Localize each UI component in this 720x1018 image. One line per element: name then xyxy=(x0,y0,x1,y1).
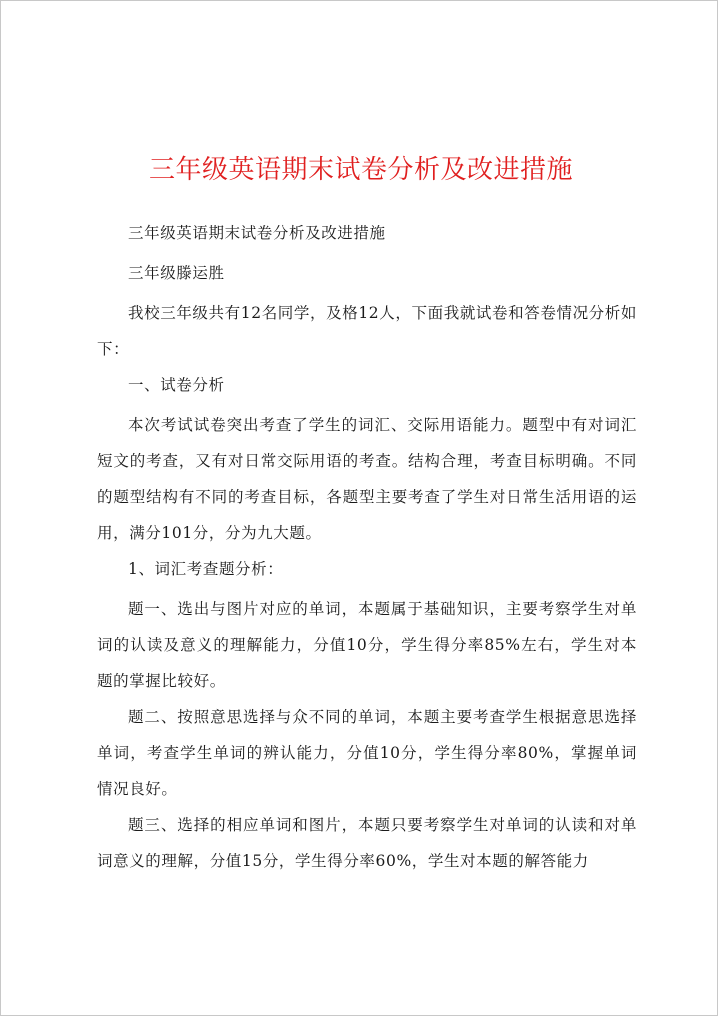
section-heading-paper-analysis: 一、试卷分析 xyxy=(128,376,225,394)
paragraph-intro: 我校三年级共有12名同学，及格12人，下面我就试卷和答卷情况分析如下： xyxy=(97,304,637,358)
paragraph-question-1: 题一、选出与图片对应的单词，本题属于基础知识，主要考察学生对单词的认读及意义的理解能力，分值10分，学生得分率85%左右，学生对本题的掌握比较好。 xyxy=(97,600,637,690)
subsection-heading-vocabulary: 1、词汇考查题分析： xyxy=(128,560,284,578)
paragraph-question-3: 题三、选择的相应单词和图片，本题只要考察学生对单词的认读和对单词意义的理解，分值15分，学生得分率60%，学生对本题的解答能力 xyxy=(97,816,637,870)
paragraph-author: 三年级滕运胜 xyxy=(128,264,225,282)
paragraph-question-2: 题二、按照意思选择与众不同的单词，本题主要考查学生根据意思选择单词，考查学生单词的辨认能力，分值10分，学生得分率80%，掌握单词情况良好。 xyxy=(97,708,637,798)
document-title: 三年级英语期末试卷分析及改进措施 xyxy=(148,155,573,185)
paragraph-paper-analysis: 本次考试试卷突出考查了学生的词汇、交际用语能力。题型中有对词汇短文的考查，又有对日常交际用语的考查。结构合理，考查目标明确。不同的题型结构有不同的考查目标，各题型主要考查了学生对日常生活用语的运用，满分101分，分为九大题。 xyxy=(97,416,637,542)
document-body xyxy=(97,215,637,879)
paragraph-subtitle: 三年级英语期末试卷分析及改进措施 xyxy=(128,224,386,242)
